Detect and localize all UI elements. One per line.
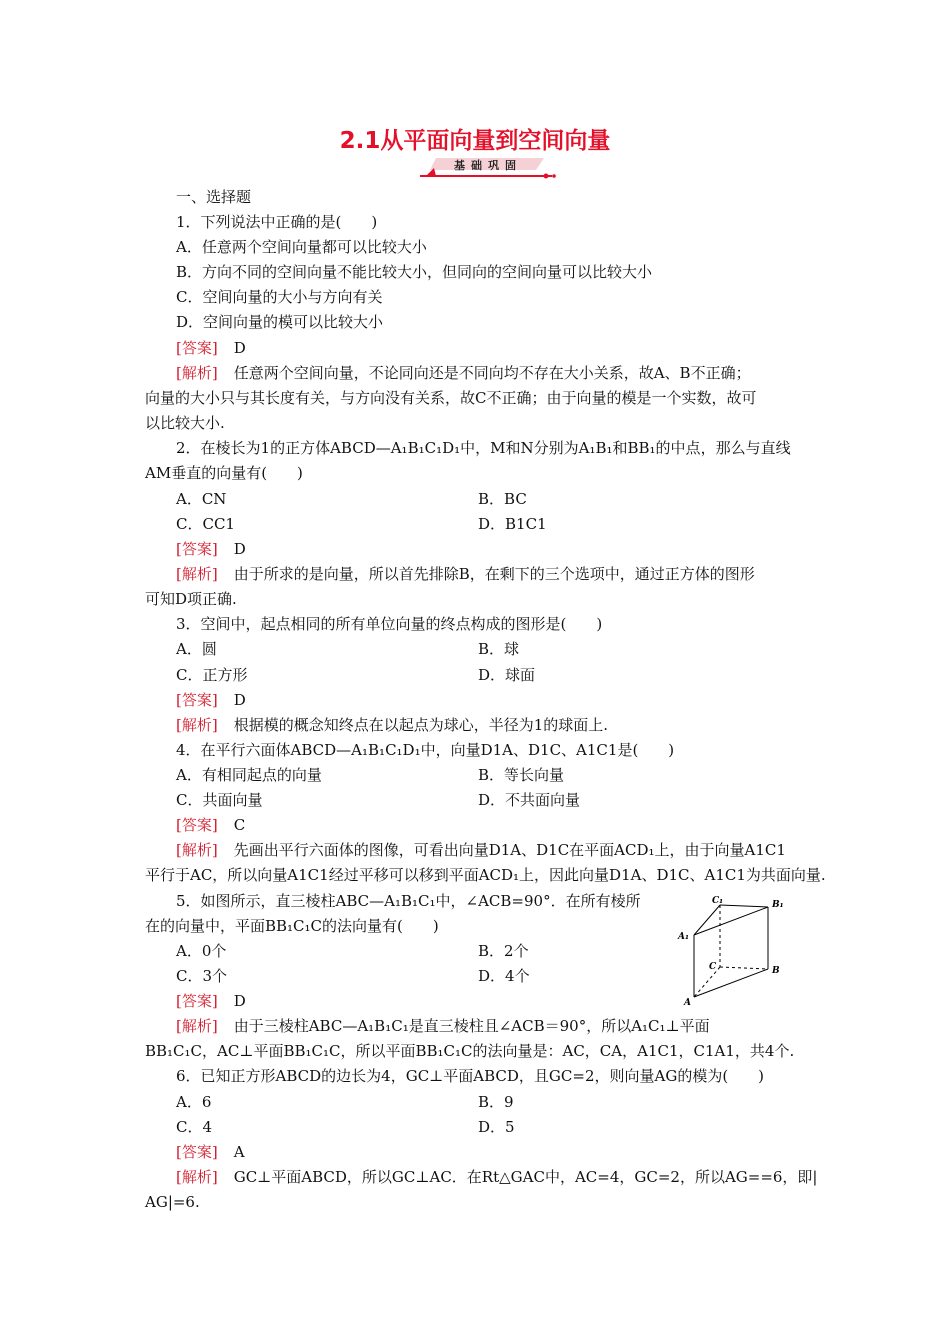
answer-value: D: [233, 540, 246, 558]
analysis-text: 由于三棱柱ABC—A₁B₁C₁是直三棱柱且∠ACB＝90°，所以A₁C₁⊥平面: [233, 1017, 710, 1035]
label-c: C: [709, 962, 717, 972]
q2-answer: [176, 539, 246, 559]
q5-option-d: D．4个: [478, 967, 530, 985]
q3-option-b: B．球: [478, 640, 520, 658]
q5-stem-line1: 5．如图所示，直三棱柱ABC—A₁B₁C₁中，∠ACB=90°．在所有棱所: [176, 892, 641, 910]
q3-option-c: C．正方形: [176, 666, 248, 684]
answer-label: [答案]: [176, 992, 218, 1010]
prism-figure: [676, 893, 796, 1011]
q3-option-d: D．球面: [478, 666, 536, 684]
q1-answer: [176, 338, 246, 358]
q5-option-c: C．3个: [176, 967, 228, 985]
q1-option-b: B．方向不同的空间向量不能比较大小，但同向的空间向量可以比较大小: [176, 263, 653, 281]
answer-value: D: [233, 339, 246, 357]
q6-option-c: C．4: [176, 1118, 213, 1136]
label-b1: B₁: [772, 900, 784, 910]
q5-option-b: B．2个: [478, 942, 529, 960]
q1-analysis-line1: [176, 363, 751, 383]
q5-stem-line2: 在的向量中，平面BB₁C₁C的法向量有( ): [145, 917, 439, 935]
q3-analysis-line1: [176, 715, 608, 735]
q6-analysis-line1: [176, 1167, 818, 1187]
analysis-text: 先画出平行六面体的图像，可看出向量D1A、D1C在平面ACD₁上，由于向量A1C1: [233, 841, 786, 859]
page-title: 2.1从平面向量到空间向量: [339, 128, 611, 154]
edge-c1b1: [720, 905, 768, 907]
q1-analysis-line2: 向量的大小只与其长度有关，与方向没有关系，故C不正确；由于向量的模是一个实数，故可: [145, 389, 757, 407]
label-b: B: [772, 966, 780, 976]
q4-option-b: B．等长向量: [478, 766, 565, 784]
q4-option-a: A．有相同起点的向量: [176, 766, 322, 784]
answer-label: [答案]: [176, 1143, 218, 1161]
q2-option-c: C．CC1: [176, 515, 235, 533]
q4-option-c: C．共面向量: [176, 791, 263, 809]
analysis-label: [解析]: [176, 1017, 218, 1035]
q6-answer: [176, 1142, 245, 1162]
q5-option-a: A．0个: [176, 942, 227, 960]
analysis-label: [解析]: [176, 841, 218, 859]
q2-option-a: A．CN: [176, 490, 227, 508]
edge-a1b1: [694, 907, 768, 935]
label-a: A: [684, 998, 691, 1008]
answer-value: D: [233, 691, 246, 709]
q2-stem-line2: AM垂直的向量有( ): [145, 464, 303, 482]
analysis-label: [解析]: [176, 364, 218, 382]
q2-option-b: B．BC: [478, 490, 527, 508]
banner-label: 基础巩固: [454, 159, 522, 172]
q1-stem: 1．下列说法中正确的是( ): [176, 213, 378, 231]
q3-stem: 3．空间中，起点相同的所有单位向量的终点构成的图形是( ): [176, 615, 603, 633]
section-heading: 一、选择题: [176, 188, 252, 206]
answer-label: [答案]: [176, 691, 218, 709]
edge-cb: [720, 967, 768, 969]
q6-option-d: D．5: [478, 1118, 515, 1136]
q4-analysis-line2: 平行于AC，所以向量A1C1经过平移可以移到平面ACD₁上，因此向量D1A、D1C、A1C1为共面向量.: [145, 866, 826, 884]
analysis-label: [解析]: [176, 716, 218, 734]
q1-option-d: D．空间向量的模可以比较大小: [176, 313, 384, 331]
section-banner: [418, 156, 558, 180]
q2-analysis-line1: [176, 564, 755, 584]
analysis-text: GC⊥平面ABCD，所以GC⊥AC．在Rt△GAC中，AC=4，GC=2，所以AG==6，即|: [233, 1168, 818, 1186]
analysis-text: 任意两个空间向量，不论同向还是不同向均不存在大小关系，故A、B不正确；: [233, 364, 751, 382]
edge-ab: [694, 969, 768, 997]
q4-answer: [176, 815, 245, 835]
q4-stem: 4．在平行六面体ABCD—A₁B₁C₁D₁中，向量D1A、D1C、A1C1是( ): [176, 741, 675, 759]
q6-stem: 6．已知正方形ABCD的边长为4，GC⊥平面ABCD，且GC=2，则向量AG的模为( ): [176, 1067, 765, 1085]
answer-label: [答案]: [176, 339, 218, 357]
q4-analysis-line1: [176, 840, 786, 860]
q3-option-a: A．圆: [176, 640, 217, 658]
label-a1: A₁: [678, 932, 689, 942]
q5-answer: [176, 991, 246, 1011]
q2-analysis-line2: 可知D项正确.: [145, 590, 237, 608]
q2-option-d: D．B1C1: [478, 515, 547, 533]
q6-analysis-line2: AG|=6.: [145, 1193, 200, 1211]
answer-value: D: [233, 992, 246, 1010]
q3-answer: [176, 690, 246, 710]
q1-analysis-line3: 以比较大小.: [145, 414, 225, 432]
q1-option-c: C．空间向量的大小与方向有关: [176, 288, 383, 306]
q6-option-b: B．9: [478, 1093, 514, 1111]
label-c1: C₁: [712, 896, 724, 906]
answer-value: C: [233, 816, 246, 834]
q6-option-a: A．6: [176, 1093, 212, 1111]
analysis-text: 由于所求的是向量，所以首先排除B，在剩下的三个选项中，通过正方体的图形: [233, 565, 755, 583]
q1-option-a: A．任意两个空间向量都可以比较大小: [176, 238, 427, 256]
analysis-label: [解析]: [176, 1168, 218, 1186]
answer-label: [答案]: [176, 816, 218, 834]
q2-stem-line1: 2．在棱长为1的正方体ABCD—A₁B₁C₁D₁中，M和N分别为A₁B₁和BB₁的中点，那么与直线: [176, 439, 791, 457]
answer-value: A: [233, 1143, 245, 1161]
answer-label: [答案]: [176, 540, 218, 558]
analysis-label: [解析]: [176, 565, 218, 583]
analysis-text: 根据模的概念知终点在以起点为球心，半径为1的球面上.: [233, 716, 609, 734]
q5-analysis-line1: [176, 1016, 710, 1036]
q5-analysis-line2: BB₁C₁C，AC⊥平面BB₁C₁C，所以平面BB₁C₁C的法向量是：AC，CA，A1C1，C1A1，共4个.: [145, 1042, 795, 1060]
q4-option-d: D．不共面向量: [478, 791, 581, 809]
